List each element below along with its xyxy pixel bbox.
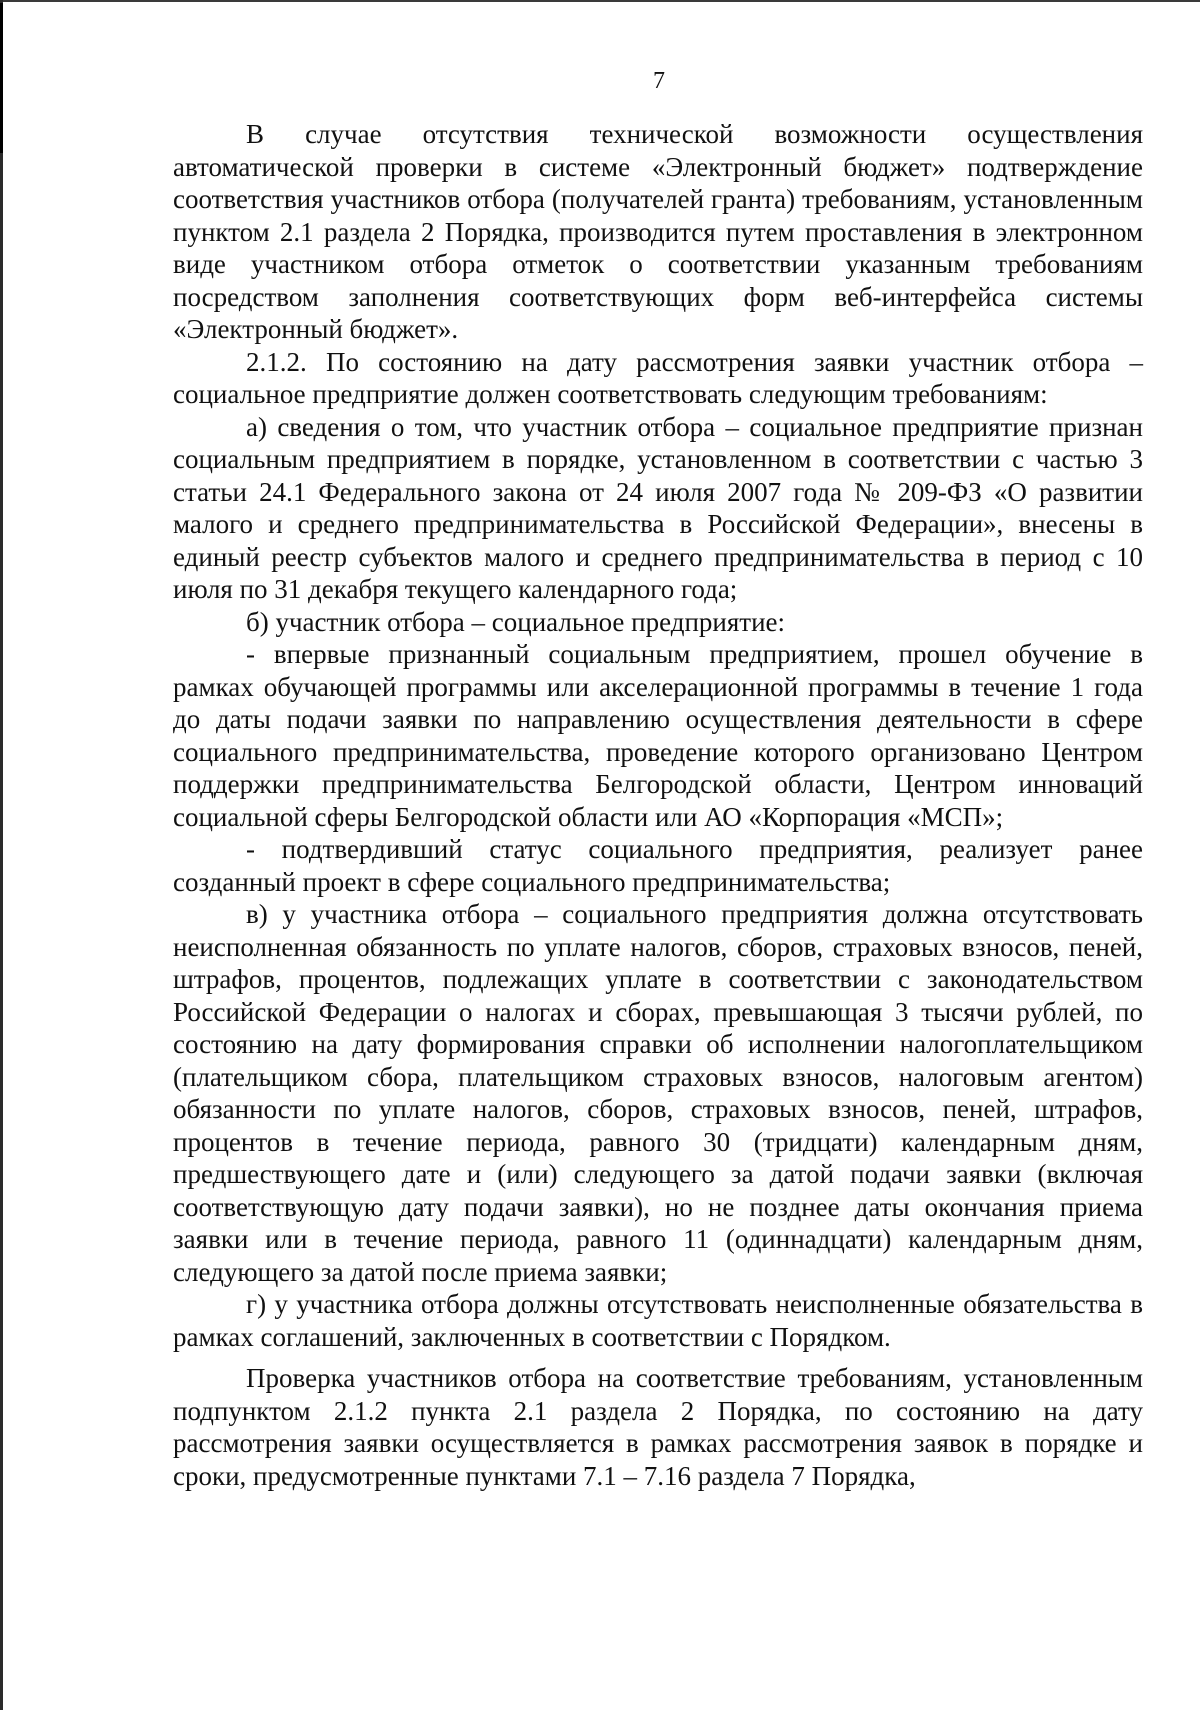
document-body [173,118,1143,1492]
page-number: 7 [653,68,665,94]
paragraph-b-confirmed-status: - подтвердивший статус социального предприятия, реализует ранее созданный проект в сфере социального предпринимательства; [173,834,1143,897]
paragraph-electronic-budget-check: В случае отсутствия технической возможности осуществления автоматической проверки в системе «Электронный бюджет» подтверждение соответствия участников отбора (получателей гранта) требованиям, установленным пунктом 2.1 раздела 2 Порядка, производится путем проставления в электронном виде участником отбора отметок о соответствии указанным требованиям посредством заполнения соответствующих форм веб-интерфейса системы «Электронный бюджет». [173,119,1143,344]
paragraph-verification: Проверка участников отбора на соответствие требованиям, установленным подпунктом 2.1.2 пункта 2.1 раздела 2 Порядка, по состоянию на дату рассмотрения заявки осуществляется в рамках рассмотрения заявок в порядке и сроки, предусмотренные пунктами 7.1 – 7.16 раздела 7 Порядка, [173,1363,1143,1491]
paragraph-a-registry: а) сведения о том, что участник отбора – социальное предприятие признан социальным предприятием в порядке, установленном в соответствии с частью 3 статьи 24.1 Федерального закона от 24 июля 2007 года № 209-ФЗ «О развитии малого и среднего предпринимательства в Российской Федерации», внесены в единый реестр субъектов малого и среднего предпринимательства в период с 10 июля по 31 декабря текущего календарного года; [173,411,1143,604]
paragraph-b-first-recognized: - впервые признанный социальным предприятием, прошел обучение в рамках обучающей программы или акселерационной программы в течение 1 года до даты подачи заявки по направлению осуществления деятельности в сфере социального предпринимательства, проведение которого организовано Центром поддержки предпринимательства Белгородской области, Центром инноваций социальной сферы Белгородской области или АО «Корпорация «МСП»; [173,639,1143,832]
paragraph-2-1-2: 2.1.2. По состоянию на дату рассмотрения заявки участник отбора – социальное предприятие должен соответствовать следующим требованиям: [173,346,1143,409]
paragraph-v-tax-debt: в) у участника отбора – социального предприятия должна отсутствовать неисполненная обязанность по уплате налогов, сборов, страховых взносов, пеней, штрафов, процентов, подлежащих уплате в соответствии с законодательством Российской Федерации о налогах и сборах, превышающая 3 тысячи рублей, по состоянию на дату формирования справки об исполнении налогоплательщиком (плательщиком сбора, плательщиком страховых взносов, налоговым агентом) обязанности по уплате налогов, сборов, страховых взносов, пеней, штрафов, процентов в течение периода, равного 30 (тридцати) календарным дням, предшествующего дате и (или) следующего за датой подачи заявки (включая соответствующую дату подачи заявки), но не позднее даты окончания приема заявки или в течение периода, равного 11 (одиннадцати) календарным дням, следующего за датой после приема заявки; [173,899,1143,1287]
scan-edge-top [0,0,1200,2]
paragraph-g-obligations: г) у участника отбора должны отсутствовать неисполненные обязательства в рамках соглашений, заключенных в соответствии с Порядком. [173,1289,1143,1352]
paragraph-b-social-enterprise: б) участник отбора – социальное предприятие: [246,606,786,637]
scan-edge-left [0,0,3,1710]
